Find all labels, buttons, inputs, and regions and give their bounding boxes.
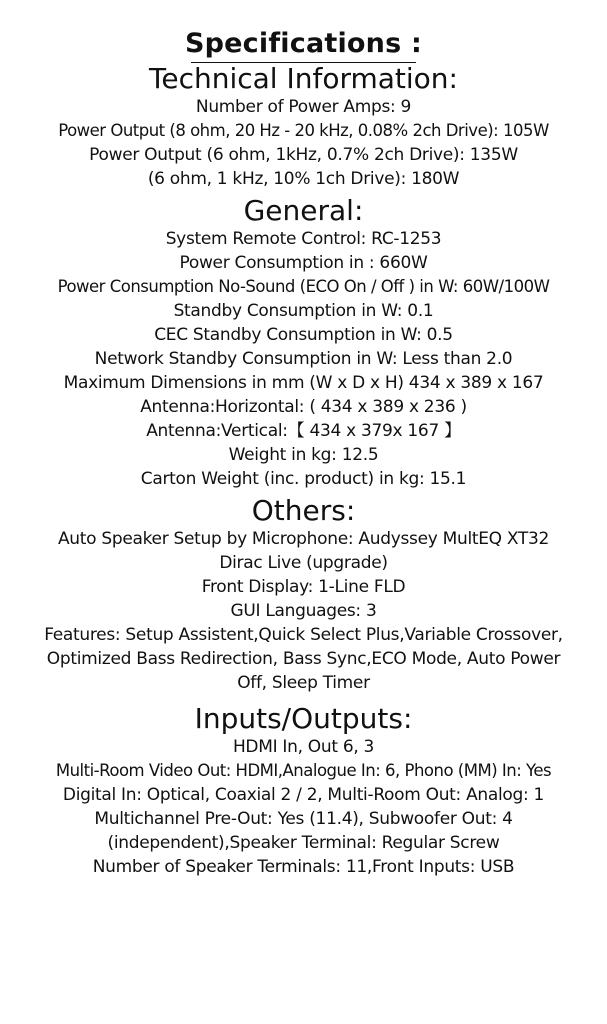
spec-line-power-output-1ch: (6 ohm, 1 kHz, 10% 1ch Drive): 180W [147,169,460,189]
spec-line-power-consumption: Power Consumption in : 660W [179,253,428,273]
spec-line-digital-in: Digital In: Optical, Coaxial 2 / 2, Multi-Room Out: Analog: 1 [62,785,545,805]
section-heading-general: General: [243,194,364,227]
spec-line-front-inputs: Number of Speaker Terminals: 11,Front Inputs: USB [92,857,515,877]
spec-line-standby: Standby Consumption in W: 0.1 [173,301,434,321]
spec-line-features-1: Features: Setup Assistent,Quick Select Plus,Variable Crossover, [44,625,563,645]
spec-line-remote: System Remote Control: RC-1253 [165,229,442,249]
spec-line-speaker-setup: Auto Speaker Setup by Microphone: Audyssey MultEQ XT32 [57,529,550,549]
spec-line-power-output-6ohm: Power Output (6 ohm, 1kHz, 0.7% 2ch Drive): 135W [89,145,518,165]
section-heading-technical: Technical Information: [149,62,458,95]
spec-line-no-sound-consumption: Power Consumption No-Sound (ECO On / Off ) in W: 60W/100W [57,277,550,296]
spec-line-features-2: Optimized Bass Redirection, Bass Sync,ECO Mode, Auto Power [46,649,561,669]
spec-line-dirac: Dirac Live (upgrade) [219,553,388,573]
spec-line-multiroom-video: Multi-Room Video Out: HDMI,Analogue In: 6, Phono (MM) In: Yes [55,761,552,780]
spec-line-power-output-8ohm: Power Output (8 ohm, 20 Hz - 20 kHz, 0.08% 2ch Drive): 105W [58,121,549,140]
spec-line-power-amps: Number of Power Amps: 9 [195,97,412,117]
spec-line-features-3: Off, Sleep Timer [237,673,370,693]
spec-line-dimensions: Maximum Dimensions in mm (W x D x H) 434 x 389 x 167 [63,373,544,393]
spec-line-hdmi: HDMI In, Out 6, 3 [232,737,375,757]
spec-line-gui-languages: GUI Languages: 3 [230,601,377,621]
page-title: Specifications : [185,28,422,59]
section-heading-others: Others: [251,494,356,527]
spec-line-weight: Weight in kg: 12.5 [228,445,379,465]
spec-line-front-display: Front Display: 1-Line FLD [201,577,406,597]
section-heading-inputs-outputs: Inputs/Outputs: [194,702,413,735]
spec-line-antenna-horizontal: Antenna:Horizontal: ( 434 x 389 x 236 ) [140,397,467,417]
spec-line-network-standby: Network Standby Consumption in W: Less than 2.0 [94,349,513,369]
spec-line-cec-standby: CEC Standby Consumption in W: 0.5 [154,325,453,345]
spec-line-speaker-terminal: (independent),Speaker Terminal: Regular Screw [107,833,500,853]
spec-line-preout: Multichannel Pre-Out: Yes (11.4), Subwoofer Out: 4 [94,809,513,829]
spec-line-carton-weight: Carton Weight (inc. product) in kg: 15.1 [140,469,467,489]
spec-line-antenna-vertical: Antenna:Vertical:【 434 x 379x 167 】 [146,421,461,441]
